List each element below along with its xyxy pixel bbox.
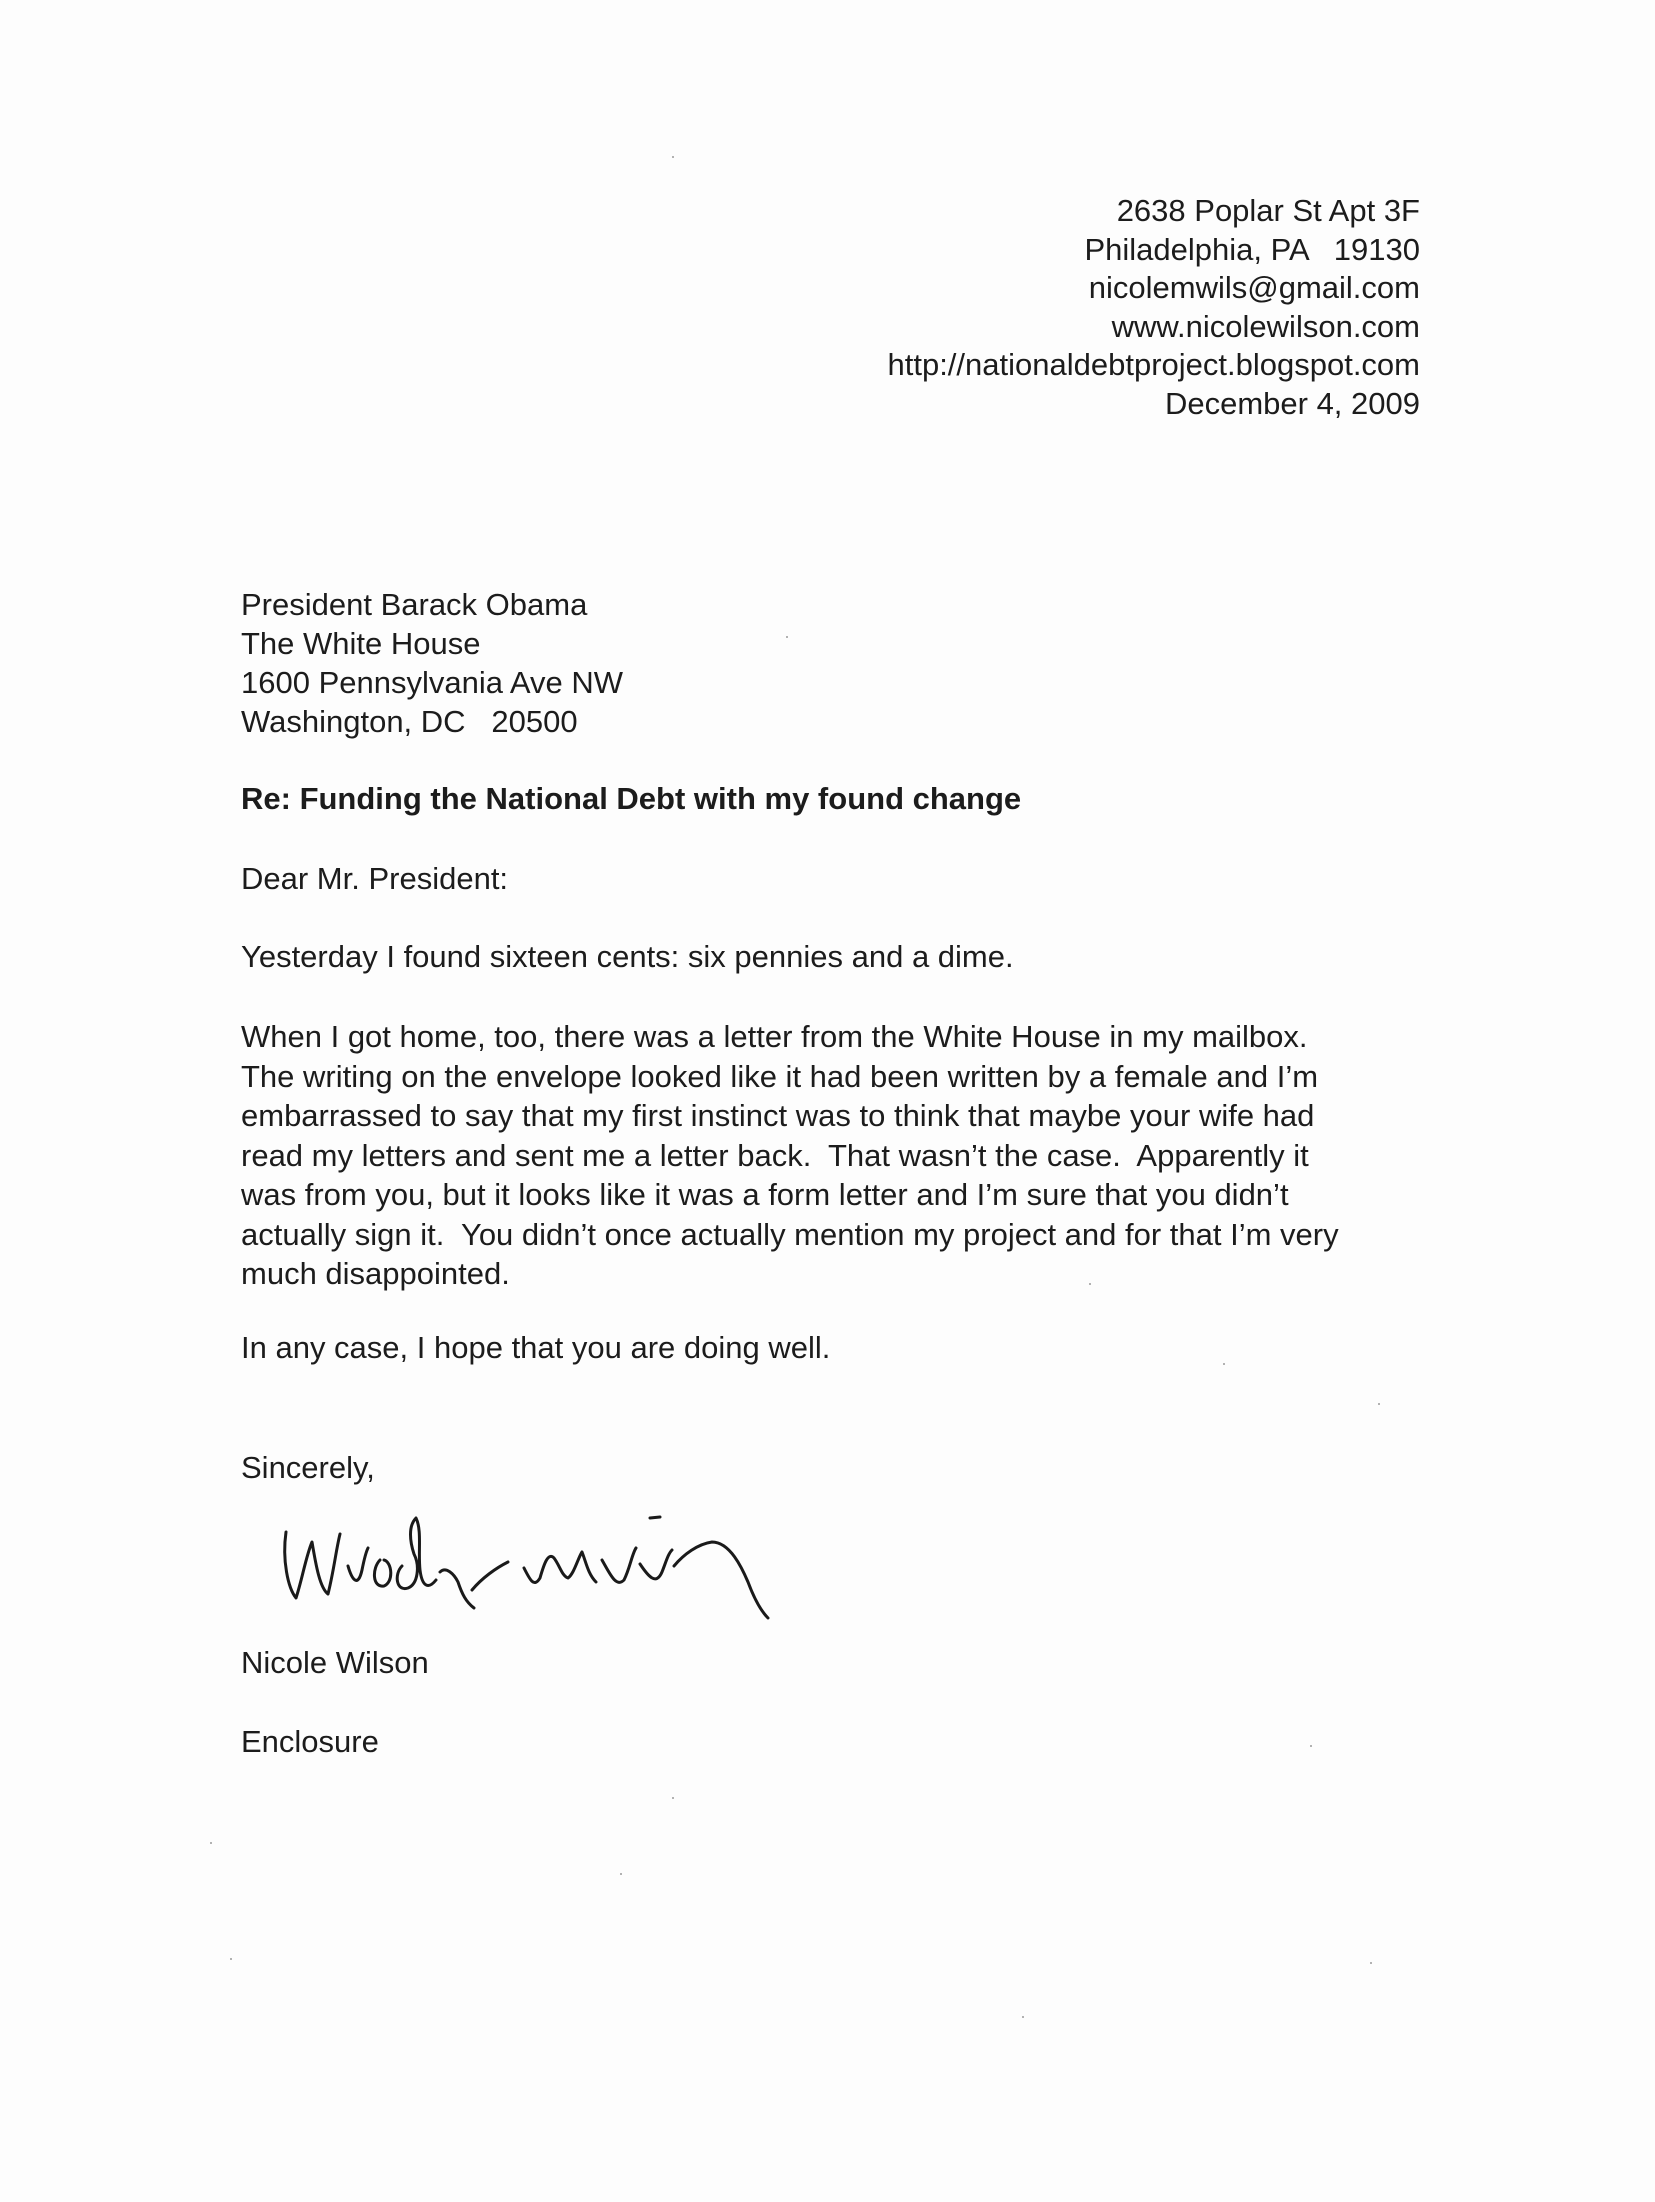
paper-speck [1370,1962,1372,1964]
paper-speck [1089,1283,1091,1285]
paper-speck [1223,1363,1225,1365]
paragraph-line: actually sign it. You didn’t once actually mention my project and for that I’m very [241,1216,1339,1252]
body-paragraph-3: In any case, I hope that you are doing well. [241,1330,831,1365]
paper-speck [210,1842,212,1844]
handwritten-signature [268,1470,848,1630]
recipient-org: The White House [241,626,481,661]
body-paragraph-1: Yesterday I found sixteen cents: six pennies and a dime. [241,939,1014,974]
paper-speck [1310,1745,1312,1747]
recipient-name: President Barack Obama [241,587,588,622]
recipient-street: 1600 Pennsylvania Ave NW [241,665,623,700]
paper-speck [620,1873,622,1875]
salutation: Dear Mr. President: [241,861,509,896]
sender-block [887,192,1420,423]
paragraph-line: embarrassed to say that my first instinct was to think that maybe your wife had [241,1098,1315,1133]
paper-speck [1022,2016,1024,2018]
closing: Sincerely, [241,1450,375,1485]
sender-address-line1: 2638 Poplar St Apt 3F [1116,193,1420,228]
recipient-city: Washington, DC 20500 [241,704,578,739]
body-paragraph-2 [241,1017,1421,1294]
paper-speck [672,1797,674,1799]
sender-address-line2: Philadelphia, PA 19130 [1084,231,1420,267]
paragraph-line: The writing on the envelope looked like it had been written by a female and I’m [241,1058,1319,1094]
paragraph-line: much disappointed. [241,1256,510,1291]
paper-speck [672,156,674,158]
letter-date: December 4, 2009 [1164,385,1420,421]
recipient-block [241,585,623,741]
sender-website: www.nicolewilson.com [1111,308,1420,344]
sender-blog: http://nationaldebtproject.blogspot.com [887,347,1420,382]
paper-speck [786,636,788,638]
paragraph-line: When I got home, too, there was a letter from the White House in my mailbox. [241,1019,1308,1054]
subject-line: Re: Funding the National Debt with my found change [241,781,1022,816]
paragraph-line: was from you, but it looks like it was a form letter and I’m sure that you didn’t [241,1177,1289,1212]
sender-email: nicolemwils@gmail.com [1088,270,1420,305]
paper-speck [1378,1403,1380,1405]
paragraph-line: read my letters and sent me a letter back. That wasn’t the case. Apparently it [241,1137,1309,1173]
enclosure-note: Enclosure [241,1724,379,1759]
signer-name: Nicole Wilson [241,1645,429,1680]
paper-speck [230,1958,232,1960]
